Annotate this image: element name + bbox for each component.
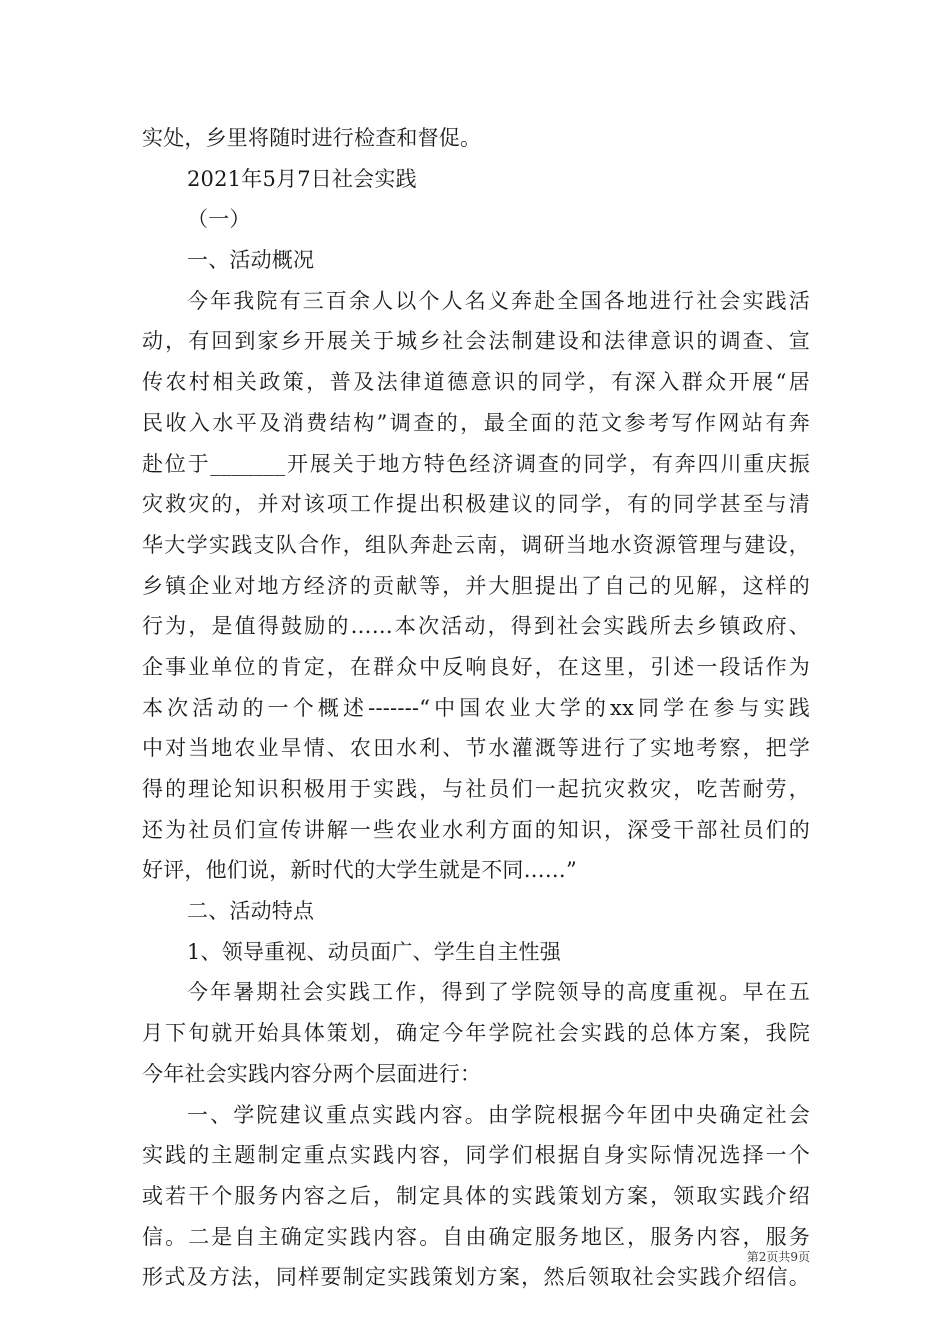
text-line: 赴位于_______开展关于地方特色经济调查的同学，有奔四川重庆振 — [142, 451, 810, 476]
text-line: 中对当地农业旱情、农田水利、节水灌溉等进行了实地考察，把学 — [142, 736, 810, 761]
text-line: 今年社会实践内容分两个层面进行： — [142, 1061, 482, 1086]
text-line: 华大学实践支队合作，组队奔赴云南，调研当地水资源管理与建设， — [142, 532, 810, 557]
text-line: 今年暑期社会实践工作，得到了学院领导的高度重视。早在五 — [187, 980, 810, 1005]
text-line: 形式及方法，同样要制定实践策划方案，然后领取社会实践介绍信。 — [142, 1265, 810, 1290]
text-line: 灾救灾的，并对该项工作提出积极建议的同学，有的同学甚至与清 — [142, 492, 810, 517]
text-line: 传农村相关政策，普及法律道德意识的同学，有深入群众开展“居 — [142, 370, 810, 395]
text-line: 民收入水平及消费结构”调查的，最全面的范文参考写作网站有奔 — [142, 410, 810, 435]
text-line: 今年我院有三百余人以个人名义奔赴全国各地进行社会实践活 — [187, 288, 810, 313]
text-line: 动，有回到家乡开展关于城乡社会法制建设和法律意识的调查、宣 — [142, 329, 810, 354]
text-line: （一） — [187, 207, 251, 232]
document-body — [142, 118, 810, 1298]
text-line: 1、领导重视、动员面广、学生自主性强 — [187, 939, 561, 964]
text-line: 月下旬就开始具体策划，确定今年学院社会实践的总体方案，我院 — [142, 1021, 810, 1046]
text-line: 一、学院建议重点实践内容。由学院根据今年团中央确定社会 — [187, 1102, 810, 1127]
text-line: 2021年5月7日社会实践 — [187, 166, 417, 191]
text-line: 实处，乡里将随时进行检查和督促。 — [142, 126, 482, 150]
text-line: 还为社员们宣传讲解一些农业水利方面的知识，深受干部社员们的 — [142, 817, 810, 842]
text-line: 企事业单位的肯定，在群众中反响良好，在这里，引述一段话作为 — [142, 654, 810, 679]
text-line: 行为，是值得鼓励的……本次活动，得到社会实践所去乡镇政府、 — [142, 614, 810, 639]
text-line: 二、活动特点 — [187, 899, 315, 924]
page-number: 第2页共9页 — [746, 1250, 810, 1264]
text-line: 信。二是自主确定实践内容。自由确定服务地区，服务内容，服务 — [142, 1224, 810, 1249]
text-line: 一、活动概况 — [187, 248, 315, 273]
text-line: 好评，他们说，新时代的大学生就是不同……” — [142, 858, 577, 883]
text-line: 实践的主题制定重点实践内容，同学们根据自身实际情况选择一个 — [142, 1143, 810, 1168]
text-line: 或若干个服务内容之后，制定具体的实践策划方案，领取实践介绍 — [142, 1183, 810, 1208]
text-line: 本次活动的一个概述-------“中国农业大学的xx同学在参与实践 — [142, 695, 810, 720]
text-line: 乡镇企业对地方经济的贡献等，并大胆提出了自己的见解，这样的 — [142, 573, 810, 598]
text-line: 得的理论知识积极用于实践，与社员们一起抗灾救灾，吃苦耐劳， — [142, 777, 810, 801]
